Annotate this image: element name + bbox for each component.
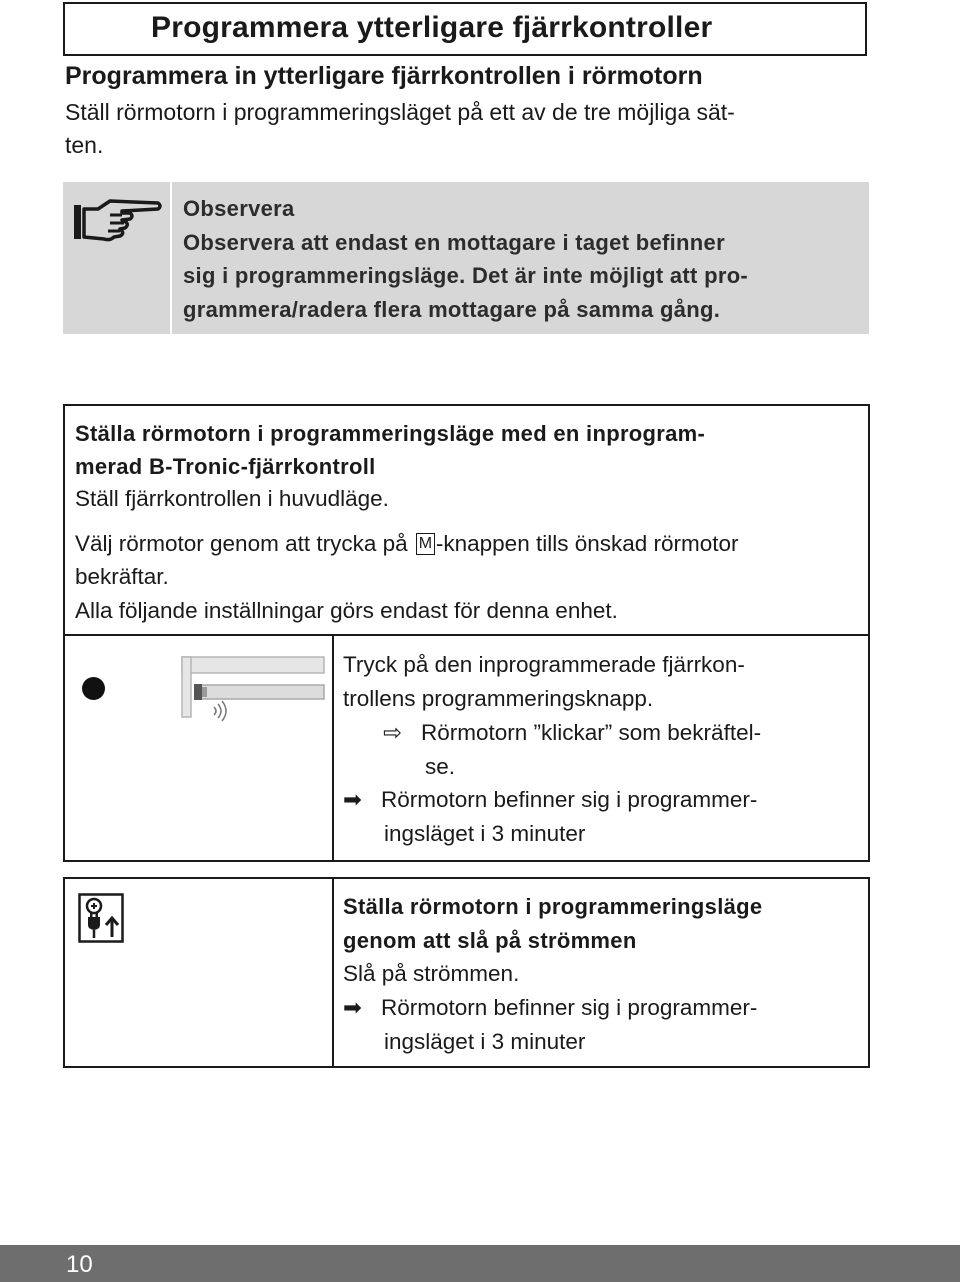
section2-result xyxy=(343,991,757,1058)
pointing-hand-icon xyxy=(70,195,162,245)
note-text xyxy=(183,192,853,326)
section1-title xyxy=(75,417,865,483)
solid-arrow-icon: ➡ xyxy=(343,995,362,1020)
intro-line-1: Ställ rörmotorn i programmeringsläget på ett av de tre möjliga sät- xyxy=(65,99,735,125)
section2-result-line-2: ingsläget i 3 minuter xyxy=(384,1028,586,1054)
section1-column-divider xyxy=(332,634,334,862)
section1-result xyxy=(343,783,757,850)
step-line-2: trollens programmeringsknapp. xyxy=(343,685,654,711)
section1-result-line-1: Rörmotorn befinner sig i programmer- xyxy=(381,787,758,812)
section1-line-2-before: Välj rörmotor genom att trycka på xyxy=(75,531,414,556)
sub-result-line-1: Rörmotorn ”klickar” som bekräftel- xyxy=(421,720,762,745)
solid-arrow-icon: ➡ xyxy=(343,787,362,812)
step-line-1: Tryck på den inprogrammerade fjärrkon- xyxy=(343,652,745,677)
section2-title-line-2: genom att slå på strömmen xyxy=(343,927,637,953)
note-line-2: sig i programmeringsläge. Det är inte möjligt att pro- xyxy=(183,263,749,288)
note-divider xyxy=(170,182,172,334)
m-key-icon: M xyxy=(416,533,435,555)
page-title: Programmera ytterligare fjärrkontroller xyxy=(151,11,713,44)
section-heading: Programmera in ytterligare fjärrkontrollen i rörmotorn xyxy=(65,62,703,90)
hollow-arrow-icon: ⇨ xyxy=(383,720,402,745)
section1-line-2 xyxy=(75,527,739,560)
section1-line-2-after: -knappen tills önskad rörmotor xyxy=(435,531,739,556)
section1-line-1: Ställ fjärrkontrollen i huvudläge. xyxy=(75,486,389,511)
section1-line-4: Alla följande inställningar görs endast för denna enhet. xyxy=(75,598,618,623)
sub-result xyxy=(383,716,761,783)
intro-text xyxy=(65,96,865,162)
section1-divider xyxy=(63,634,870,636)
section2-title-line-1: Ställa rörmotorn i programmeringsläge xyxy=(343,894,763,919)
section1-title-line-2: merad B-Tronic-fjärrkontroll xyxy=(75,454,376,479)
page-number: 10 xyxy=(66,1251,93,1278)
footer-bar xyxy=(0,1245,960,1282)
step-bullet xyxy=(82,677,105,700)
note-heading: Observera xyxy=(183,196,295,221)
note-line-3: grammera/radera flera mottagare på samma gång. xyxy=(183,296,721,322)
sub-result-line-2: se. xyxy=(425,753,456,779)
section1-result-line-2: ingsläget i 3 minuter xyxy=(384,820,586,846)
section2-title xyxy=(343,890,762,957)
power-on-icon xyxy=(78,893,124,943)
section2-line-1: Slå på strömmen. xyxy=(343,961,520,986)
section2-column-divider xyxy=(332,877,334,1068)
intro-line-2: ten. xyxy=(65,132,104,158)
title-box xyxy=(63,2,867,56)
section1-line-3: bekräftar. xyxy=(75,564,169,589)
note-line-1: Observera att endast en mottagare i taget befinner xyxy=(183,229,725,255)
section2-result-line-1: Rörmotorn befinner sig i programmer- xyxy=(381,995,758,1020)
remote-control-illustration xyxy=(176,655,326,725)
step-instruction xyxy=(343,648,745,715)
section1-title-line-1: Ställa rörmotorn i programmeringsläge med en inprogram- xyxy=(75,421,706,446)
